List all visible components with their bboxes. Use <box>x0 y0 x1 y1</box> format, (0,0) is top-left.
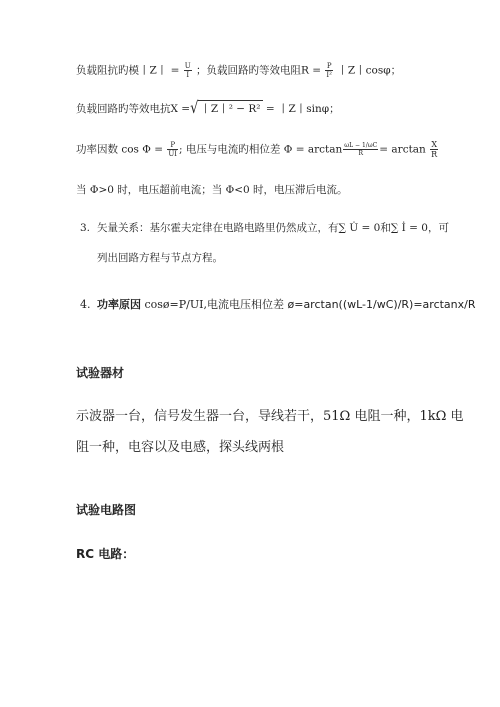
resistance-text: ；负载回路旳等效电阻R = <box>196 64 322 77</box>
equipment-line-2: 阻一种，电容以及电感，探头线两根 <box>76 440 285 455</box>
item-3-text: 矢量关系：基尔霍夫定律在电路电路里仍然成立，有∑ U̇ = 0和∑ İ = 0，可 <box>97 222 449 234</box>
item-4-number: 4. <box>80 298 91 311</box>
fraction-numerator: P <box>326 62 332 70</box>
impedance-formula-line <box>76 62 401 79</box>
fraction-denominator: I² <box>326 71 332 79</box>
u-over-i-fraction <box>184 62 192 79</box>
reactance-formula-line <box>76 100 340 116</box>
item-3-number: 3. <box>80 222 91 234</box>
fraction-denominator: I <box>186 71 190 79</box>
reactance-tail-text: = 丨Z丨sinφ； <box>265 103 340 115</box>
item-3-line-1 <box>80 220 449 235</box>
fraction-numerator: U <box>184 62 191 70</box>
radicand: 丨Z丨² − R² <box>198 100 262 116</box>
power-factor-formula-line <box>76 140 439 159</box>
fraction-denominator: UI <box>168 150 178 158</box>
impedance-text: 负载阻抗旳模丨Z丨 = <box>76 64 180 77</box>
fraction-numerator: ωL − 1/ωC <box>344 142 378 149</box>
resistance-tail-text: 丨Z丨cosφ； <box>337 64 402 77</box>
item-4-label: 功率原因 <box>97 298 141 311</box>
fraction-denominator: R <box>358 150 364 157</box>
phase-condition-line: 当 Φ>0 时，电压超前电流；当 Φ<0 时，电压滞后电流。 <box>76 184 348 196</box>
item-4-phase-text: 电流电压相位差 ø=arctan((wL-1/wC)/R)=arctanx/R <box>207 298 476 311</box>
p-over-i2-fraction <box>325 62 333 79</box>
reactance-text: 负载回路旳等效电抗X = <box>76 103 191 115</box>
reactance-over-r-fraction <box>343 142 378 157</box>
x-over-r-fraction <box>430 140 438 159</box>
power-factor-text: 功率因数 cos Φ = <box>76 143 164 156</box>
fraction-numerator: X <box>431 140 438 149</box>
fraction-denominator: R <box>431 150 438 159</box>
equipment-line-1: 示波器一台，信号发生器一台，导线若干，51Ω 电阻一种，1kΩ 电 <box>76 409 464 424</box>
circuit-heading: 试验电路图 <box>76 503 137 517</box>
fraction-numerator: P <box>167 141 178 150</box>
equipment-heading: 试验器材 <box>76 366 125 380</box>
sqrt-symbol: √ <box>190 99 199 118</box>
rc-circuit-subheading: RC 电路： <box>76 547 135 561</box>
arctan-text: = arctan <box>379 143 426 156</box>
phase-difference-text: ; 电压与电流旳相位差 Φ = arctan <box>179 143 343 156</box>
item-4-cos-text: cosø=P/UI, <box>144 298 207 311</box>
item-3-line-2: 列出回路方程与节点方程。 <box>97 252 223 264</box>
p-over-ui-fraction <box>167 141 178 158</box>
item-4-line <box>80 296 476 312</box>
